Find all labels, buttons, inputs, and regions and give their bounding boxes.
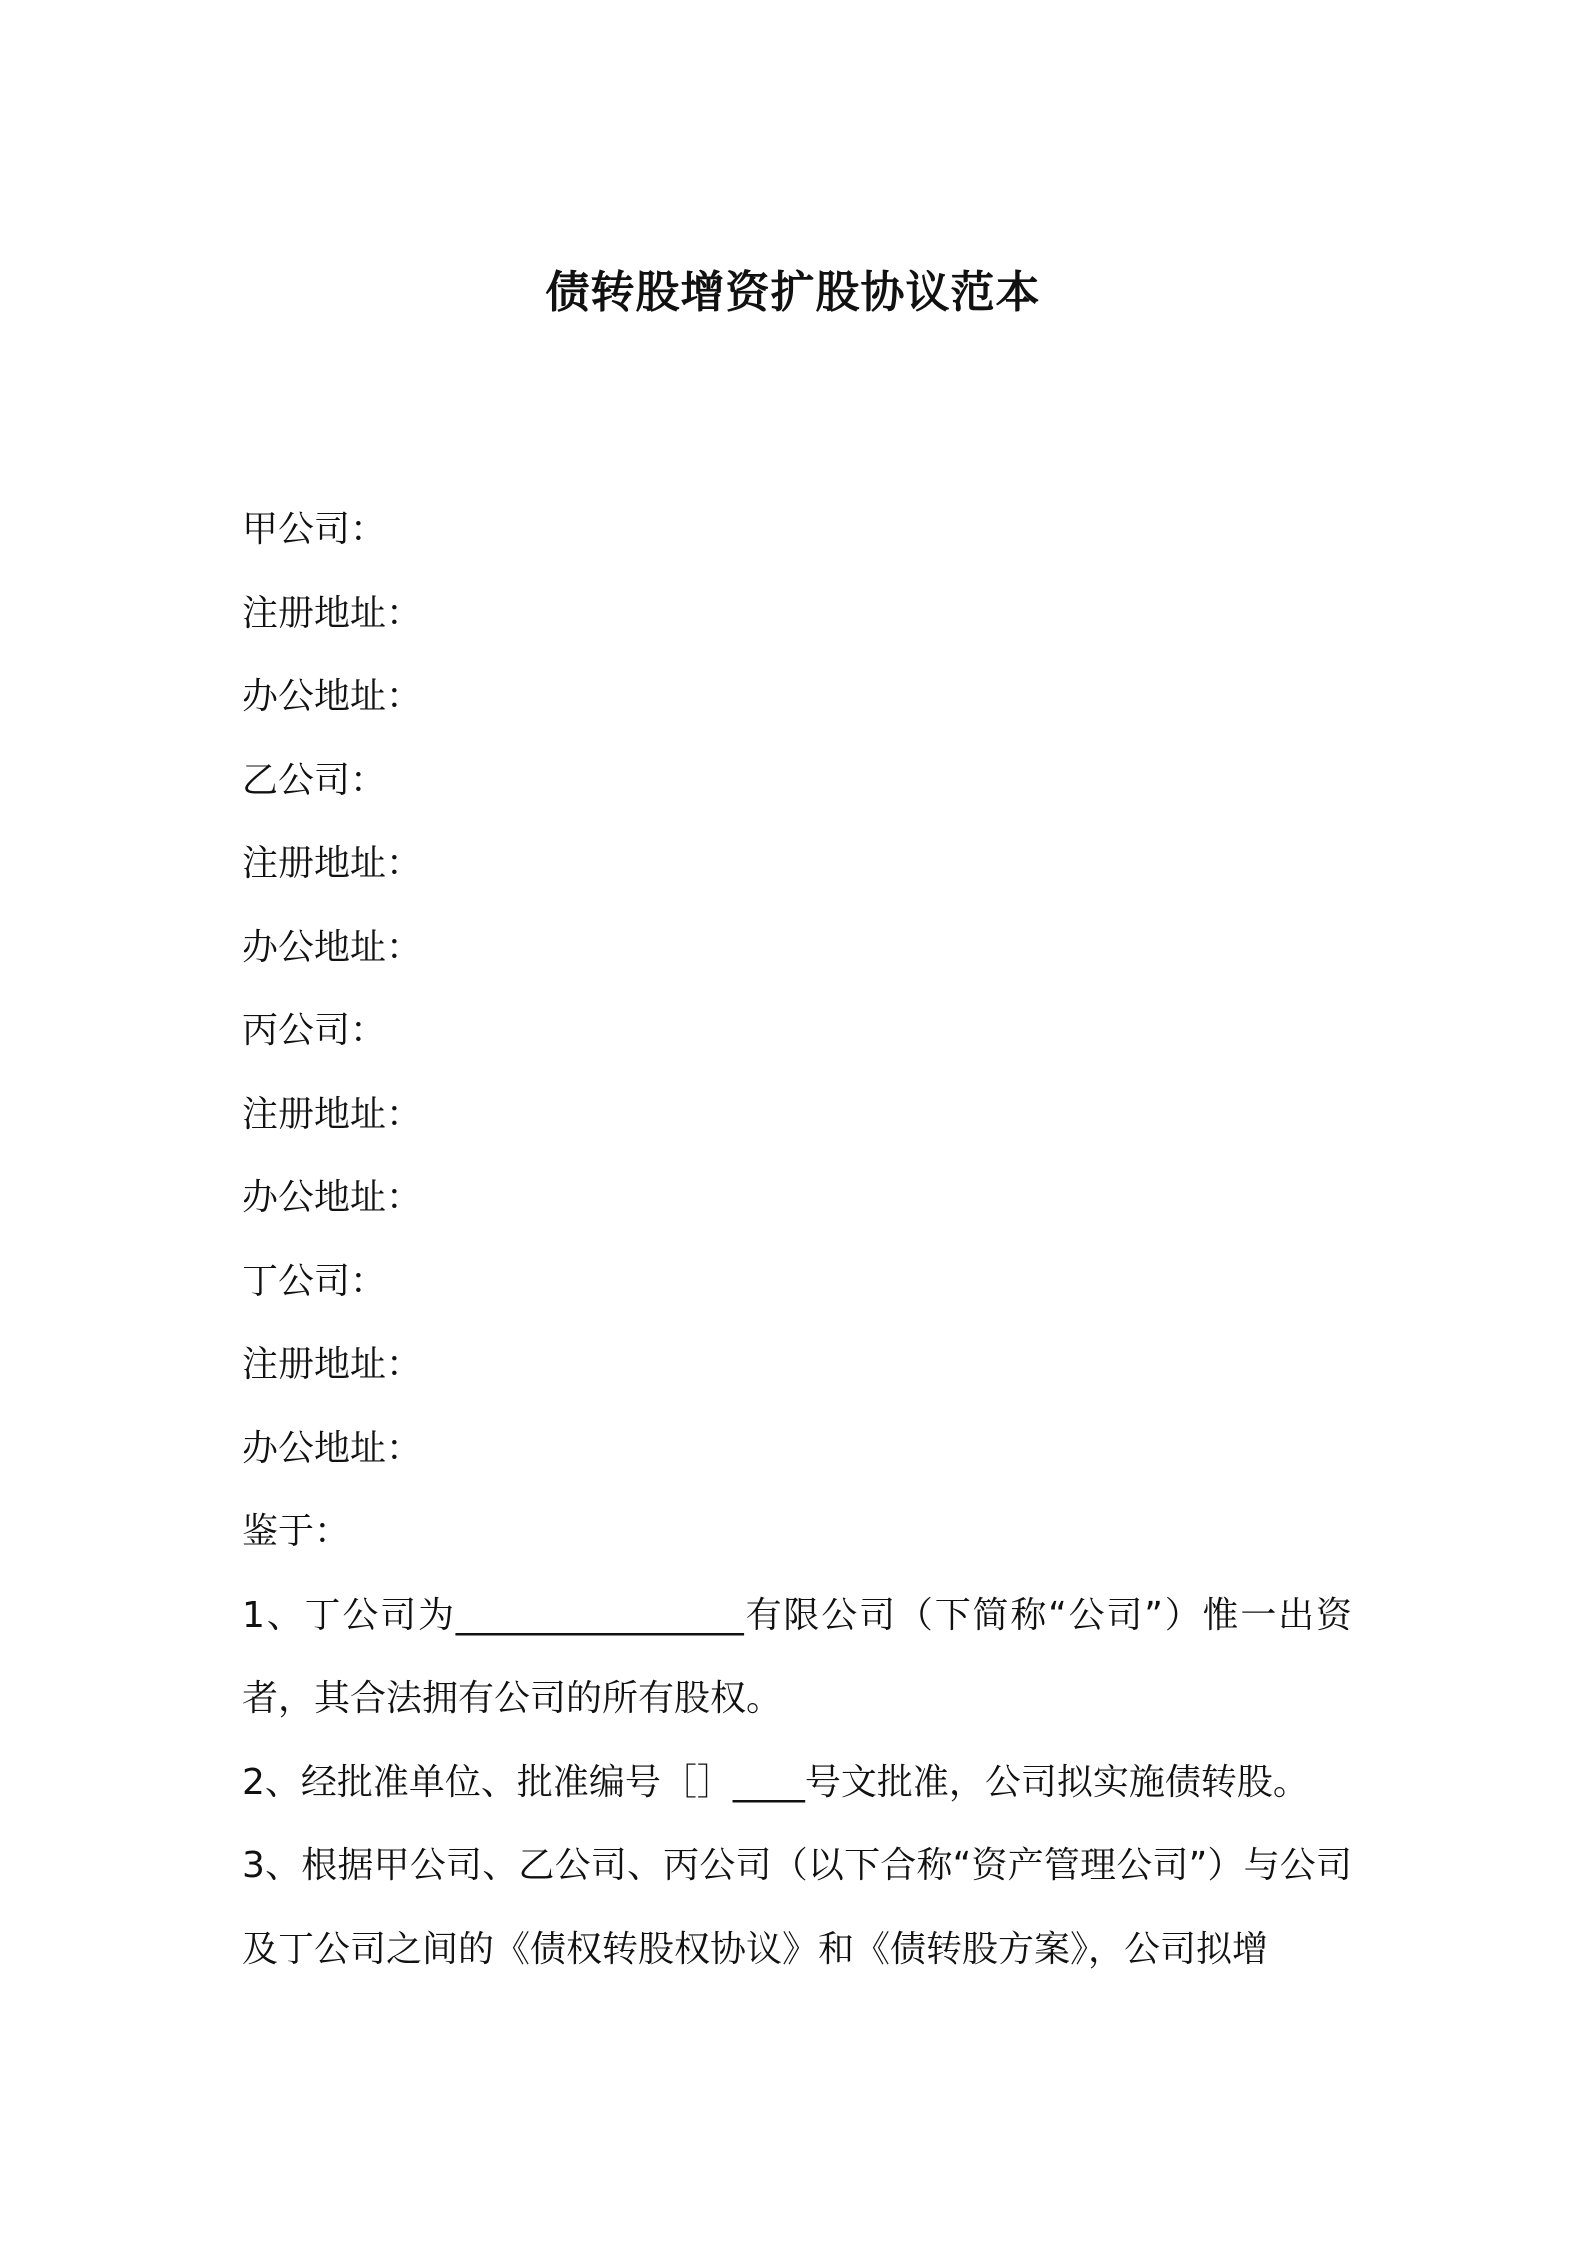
party-b-company: 乙公司：: [242, 759, 387, 801]
party-c-office-address: 办公地址：: [242, 1177, 423, 1218]
clause-1: 1、丁公司为________________有限公司（下简称“公司”）惟一出资者，其合法拥有公司的所有股权。: [242, 1594, 1352, 1719]
party-b-office-address: 办公地址：: [242, 926, 423, 968]
party-b-registered-address: 注册地址：: [242, 843, 423, 884]
party-c-registered-address: 注册地址：: [242, 1093, 423, 1135]
party-a-company: 甲公司：: [242, 509, 387, 550]
party-c-company: 丙公司：: [242, 1010, 387, 1051]
party-d-company: 丁公司：: [242, 1260, 387, 1302]
party-d-registered-address: 注册地址：: [242, 1344, 423, 1385]
clause-3: 3、根据甲公司、乙公司、丙公司（以下合称“资产管理公司”）与公司及丁公司之间的《债权转股权协议》和《债转股方案》，公司拟增: [242, 1845, 1352, 1970]
party-a-office-address: 办公地址：: [242, 676, 423, 717]
party-a-registered-address: 注册地址：: [242, 592, 423, 634]
document-body: [242, 488, 1352, 1991]
document-title: 债转股增资扩股协议范本: [545, 267, 1041, 318]
whereas-label: 鉴于：: [242, 1511, 351, 1552]
party-d-office-address: 办公地址：: [242, 1427, 423, 1469]
clause-2: 2、经批准单位、批准编号［］____号文批准，公司拟实施债转股。: [242, 1761, 1309, 1803]
